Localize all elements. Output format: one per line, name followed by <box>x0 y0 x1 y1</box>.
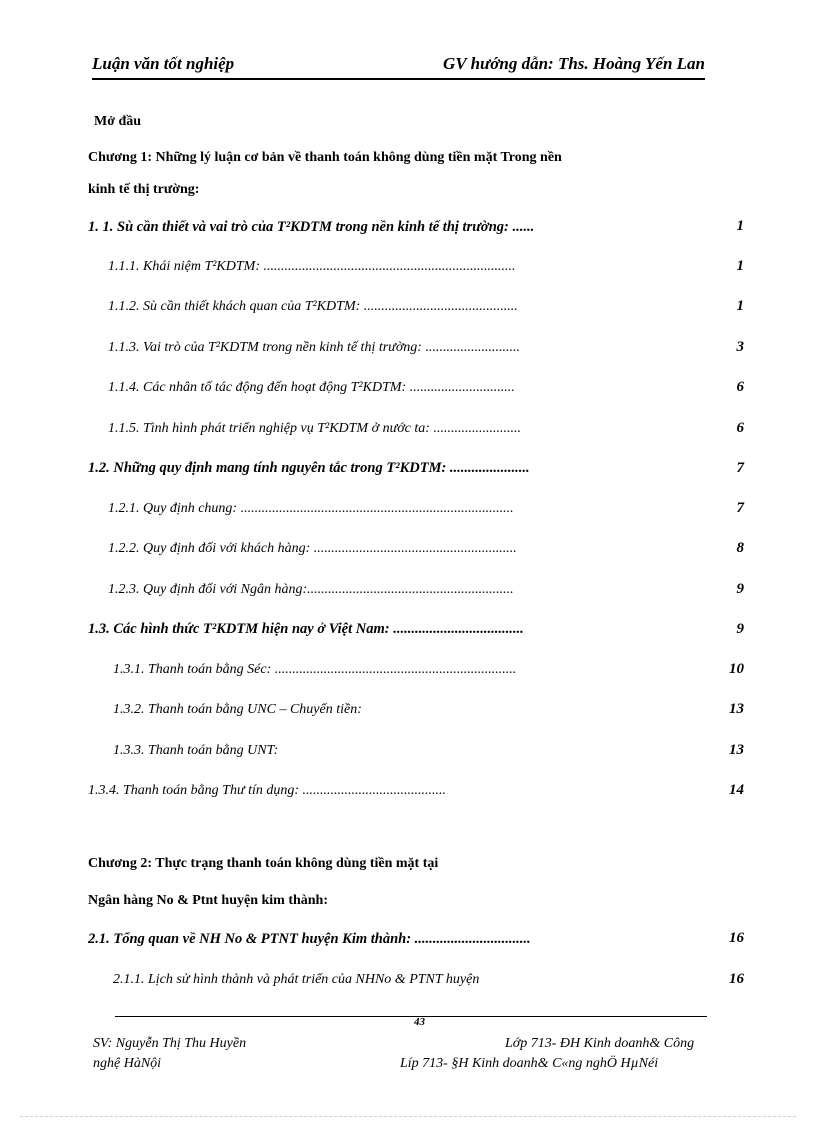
footer-student: SV: Nguyễn Thị Thu Huyền <box>93 1036 247 1051</box>
toc-entry-1-2: 1.2. Những quy định mang tính nguyên tắc trong T²KDTM: ...................... <box>88 460 530 476</box>
toc-page: 14 <box>729 782 744 798</box>
chapter1-title-line1: Chương 1: Những lý luận cơ bản về thanh toán không dùng tiền mặt Trong nền <box>88 150 562 165</box>
toc-entry-1-1-1: 1.1.1. Khái niệm T²KDTM: ........................................................................ <box>108 259 516 274</box>
page-header <box>92 50 705 80</box>
toc-page: 8 <box>736 540 744 556</box>
toc-page: 1 <box>736 258 744 274</box>
footer-school: nghệ HàNội <box>93 1056 162 1071</box>
intro-heading: Mở đầu <box>94 114 142 129</box>
footer-divider <box>115 1016 707 1017</box>
toc-page: 6 <box>736 379 744 395</box>
header-advisor: GV hướng dẫn: Ths. Hoàng Yến Lan <box>443 54 705 73</box>
toc-entry-1-3-2: 1.3.2. Thanh toán bằng UNC – Chuyển tiền: <box>113 702 362 717</box>
toc-page: 13 <box>729 742 744 758</box>
toc-entry-1-3: 1.3. Các hình thức T²KDTM hiện nay ở Việt Nam: .................................... <box>88 621 524 637</box>
toc-page: 9 <box>736 621 744 637</box>
toc-entry-1-1-5: 1.1.5. Tình hình phát triển nghiệp vụ T²KDTM ở nước ta: ......................... <box>108 421 521 436</box>
toc-entry-1-2-2: 1.2.2. Quy định đối với khách hàng: .......................................................... <box>108 541 517 556</box>
toc-entry-1-3-3: 1.3.3. Thanh toán bằng UNT: <box>113 743 279 758</box>
toc-entry-1-1: 1. 1. Sù cần thiết và vai trò của T²KDTM trong nền kinh tế thị trường: ...... <box>88 219 535 235</box>
toc-page: 16 <box>729 971 744 987</box>
footer-class: Lớp 713- ĐH Kinh doanh& Công <box>505 1036 695 1051</box>
header-title: Luận văn tốt nghiệp <box>92 54 235 73</box>
chapter1-title-line2: kinh tế thị trường: <box>88 182 200 197</box>
toc-page: 13 <box>729 701 744 717</box>
toc-entry-1-1-3: 1.1.3. Vai trò của T²KDTM trong nền kinh tế thị trường: ........................... <box>108 340 520 355</box>
toc-entry-2-1: 2.1. Tổng quan về NH No & PTNT huyện Kim thành: ................................ <box>88 931 531 947</box>
toc-page: 1 <box>736 298 744 314</box>
toc-page: 7 <box>736 460 744 476</box>
toc-page: 9 <box>736 581 744 597</box>
toc-entry-1-2-3: 1.2.3. Quy định đối với Ngân hàng:........................................................... <box>108 582 514 597</box>
page-number: 43 <box>414 1016 425 1028</box>
toc-entry-1-3-4: 1.3.4. Thanh toán bằng Thư tín dụng: ......................................... <box>88 783 447 798</box>
toc-page: 7 <box>736 500 744 516</box>
toc-entry-1-1-2: 1.1.2. Sù cần thiết khách quan của T²KDTM: ............................................ <box>108 299 518 314</box>
toc-page: 3 <box>736 339 744 355</box>
chapter2-title-line2: Ngân hàng No & Ptnt huyện kim thành: <box>88 893 328 908</box>
toc-entry-1-2-1: 1.2.1. Quy định chung: .............................................................................. <box>108 501 514 516</box>
footer-class-garbled: Líp 713- §H Kinh doanh& C«ng nghÖ HµNéi <box>400 1056 659 1071</box>
toc-page: 16 <box>729 930 744 946</box>
toc-page: 1 <box>736 218 744 234</box>
toc-page: 10 <box>729 661 744 677</box>
chapter2-title-line1: Chương 2: Thực trạng thanh toán không dùng tiền mặt tại <box>88 856 439 871</box>
toc-entry-2-1-1: 2.1.1. Lịch sử hình thành và phát triển của NHNo & PTNT huyện <box>113 972 480 987</box>
toc-entry-1-3-1: 1.3.1. Thanh toán bằng Séc: ..................................................................... <box>113 662 517 677</box>
page-bottom-edge <box>20 1116 796 1117</box>
toc-page: 6 <box>736 420 744 436</box>
toc-entry-1-1-4: 1.1.4. Các nhân tố tác động đến hoạt động T²KDTM: .............................. <box>108 380 515 395</box>
